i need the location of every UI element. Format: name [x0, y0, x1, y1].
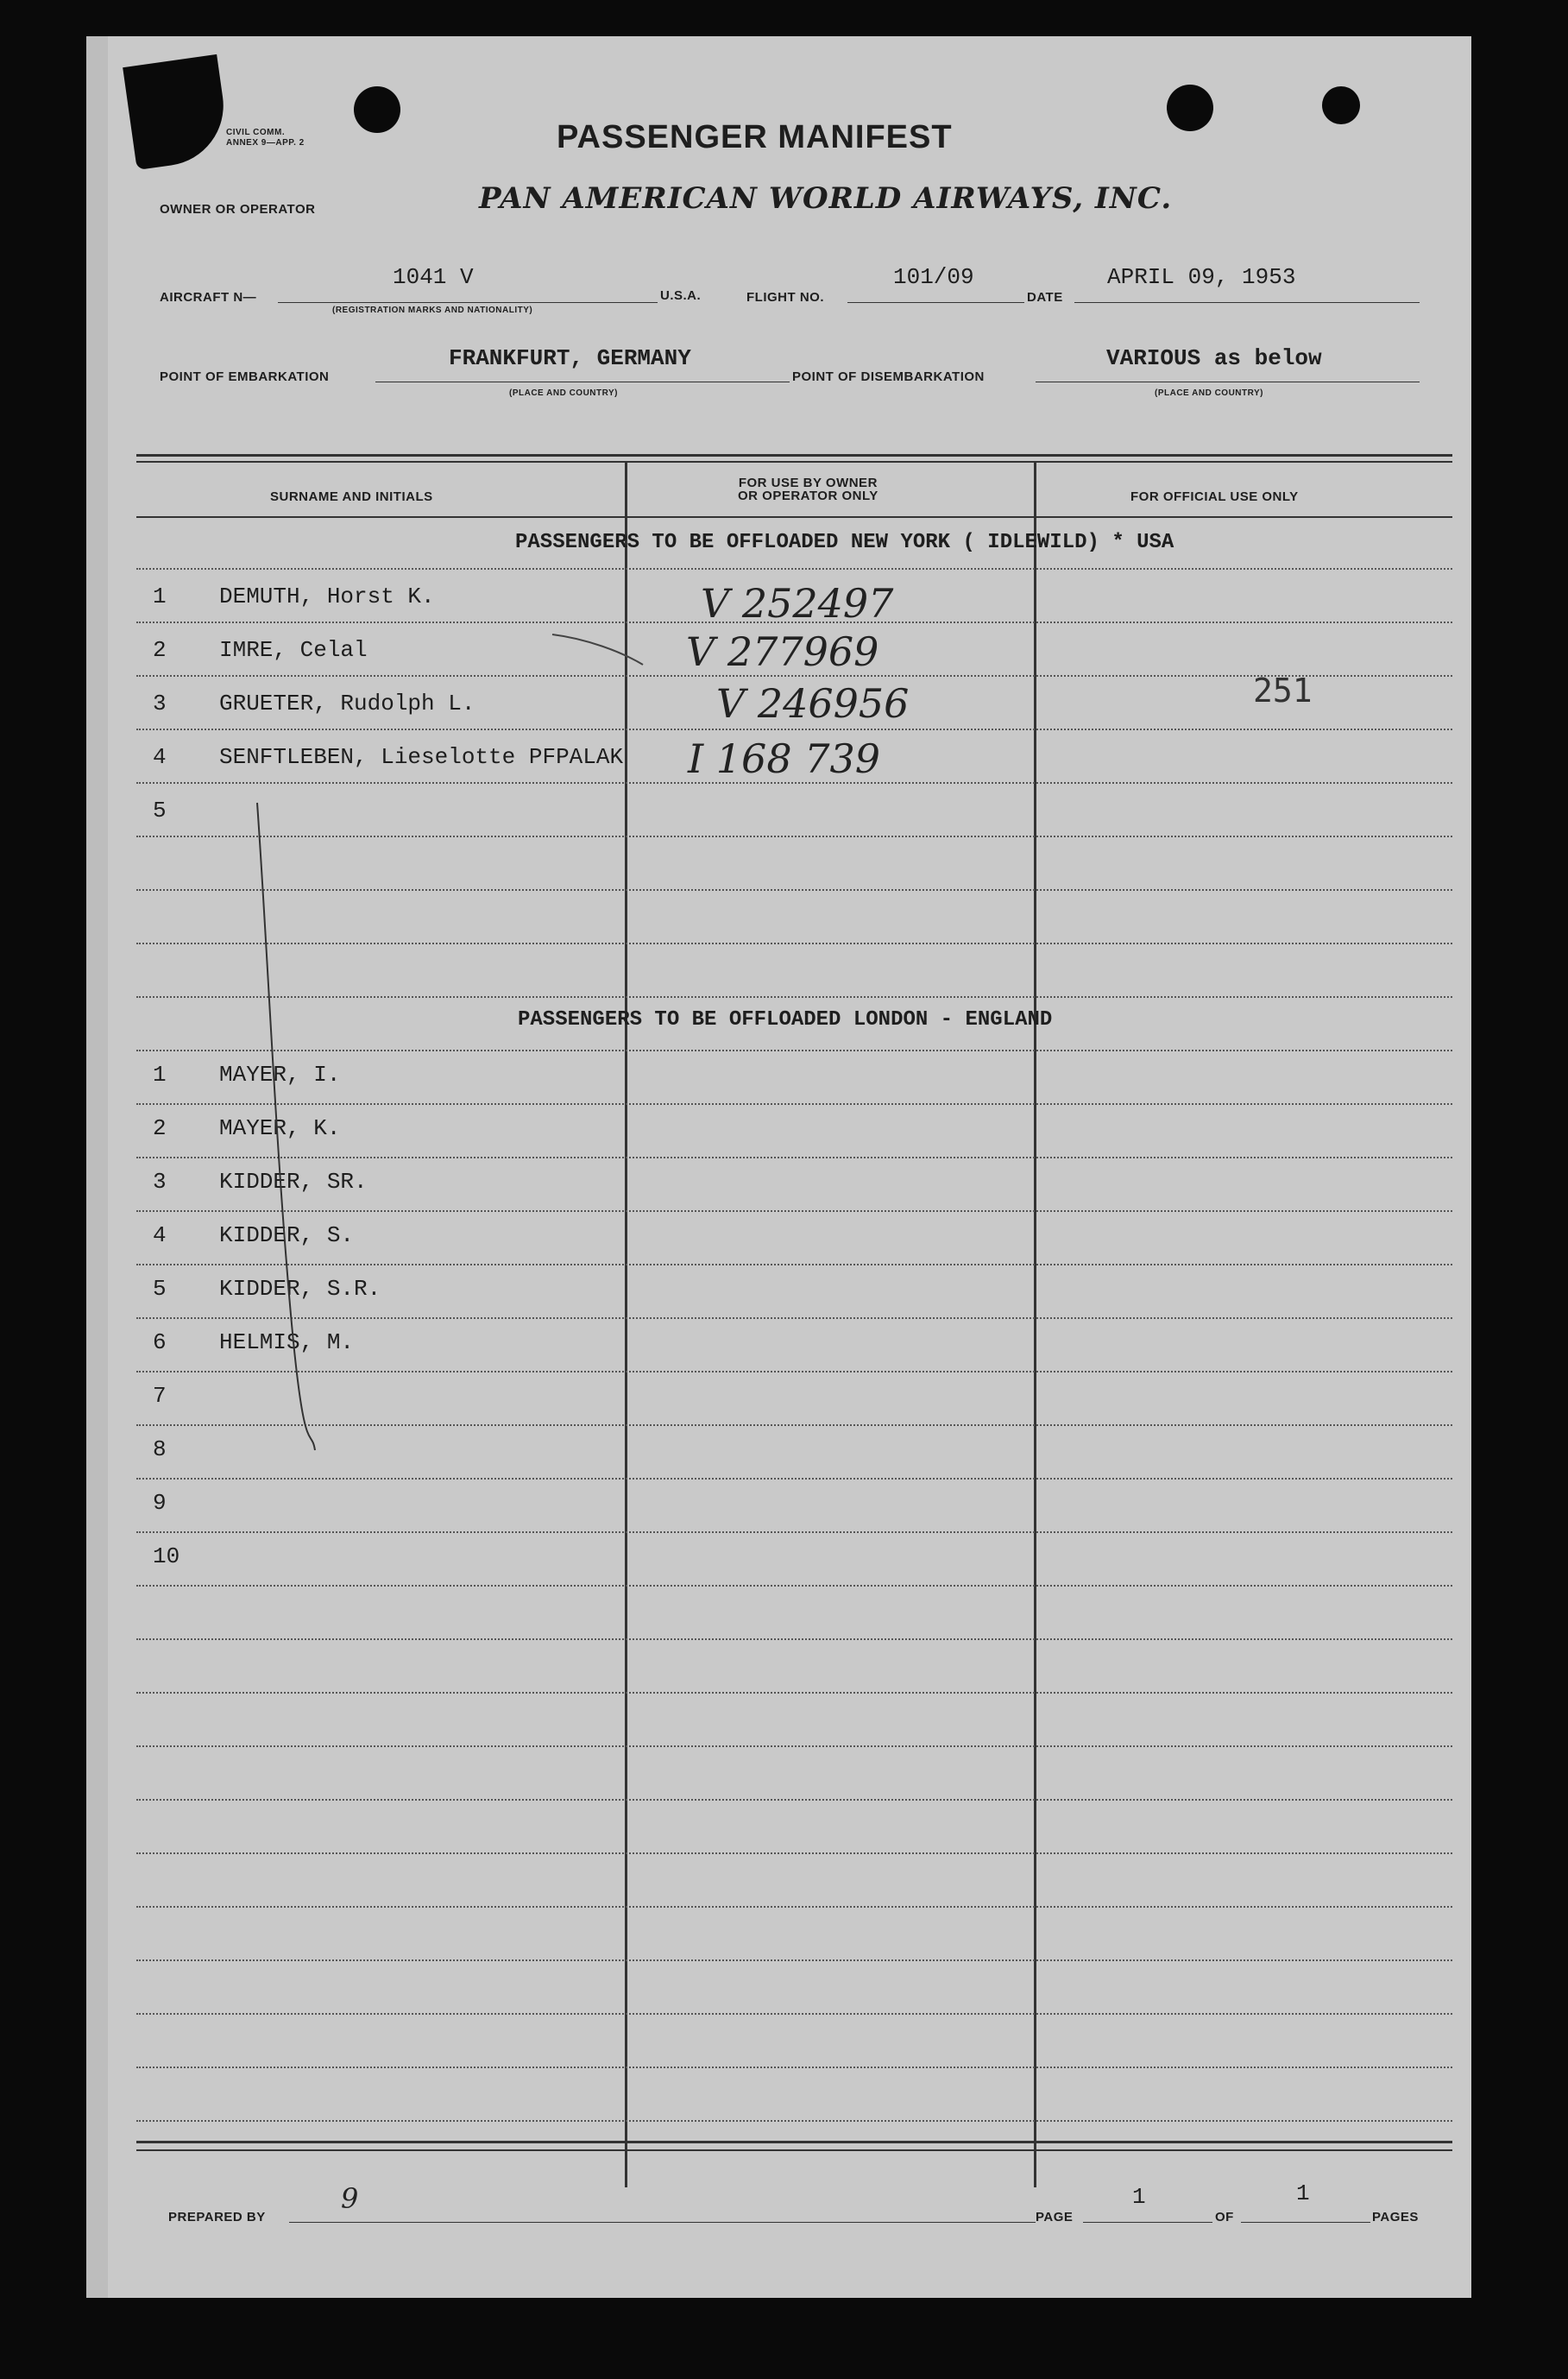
page-label: PAGE — [1036, 2210, 1074, 2224]
section-heading-new-york: PASSENGERS TO BE OFFLOADED NEW YORK ( IDLEWILD) * USA — [515, 531, 1174, 554]
place-caption-disembarkation: (PLACE AND COUNTRY) — [1155, 388, 1263, 398]
usa-label: U.S.A. — [660, 288, 702, 303]
passenger-name: IMRE, Celal — [219, 637, 368, 663]
date-value: APRIL 09, 1953 — [1107, 264, 1296, 290]
table-bottom-border — [136, 2141, 1452, 2143]
embarkation-value: FRANKFURT, GERMANY — [449, 345, 691, 371]
passport-note: V 246956 — [716, 680, 910, 727]
row-number: 2 — [153, 637, 167, 663]
registration-caption: (REGISTRATION MARKS AND NATIONALITY) — [332, 306, 533, 315]
airline-name: PAN AMERICAN WORLD AIRWAYS, INC. — [479, 181, 1173, 216]
aircraft-label: AIRCRAFT N— — [160, 290, 257, 305]
row-number: 1 — [153, 1062, 167, 1088]
date-label: DATE — [1027, 290, 1063, 305]
section-heading-london: PASSENGERS TO BE OFFLOADED LONDON - ENGLAND — [518, 1008, 1053, 1032]
page-line — [1083, 2222, 1212, 2223]
column-header-official: FOR OFFICIAL USE ONLY — [1130, 489, 1299, 504]
row-number: 2 — [153, 1115, 167, 1141]
passport-note: V 277969 — [686, 628, 879, 675]
row-number: 7 — [153, 1383, 167, 1409]
passport-note: V 252497 — [701, 580, 894, 627]
passenger-name: SENFTLEBEN, Lieselotte PFPALAK — [219, 744, 624, 770]
of-label: OF — [1215, 2210, 1234, 2224]
passenger-name: HELMIS, M. — [219, 1329, 355, 1355]
table-bottom-border-2 — [136, 2149, 1452, 2151]
passenger-name: MAYER, I. — [219, 1062, 341, 1088]
passenger-name: KIDDER, SR. — [219, 1169, 368, 1195]
owner-label: OWNER OR OPERATOR — [160, 202, 316, 217]
passenger-name: KIDDER, S.R. — [219, 1276, 381, 1302]
embarkation-label: POINT OF EMBARKATION — [160, 369, 330, 384]
pages-value: 1 — [1296, 2180, 1310, 2206]
passenger-name: DEMUTH, Horst K. — [219, 584, 435, 609]
passenger-name: GRUETER, Rudolph L. — [219, 691, 475, 716]
pages-label: PAGES — [1372, 2210, 1419, 2224]
row-number: 5 — [153, 1276, 167, 1302]
official-note: 251 — [1253, 672, 1313, 710]
passenger-name: MAYER, K. — [219, 1115, 341, 1141]
row-number: 5 — [153, 798, 167, 824]
prepared-by-value: 9 — [341, 2182, 359, 2215]
aircraft-value: 1041 V — [393, 264, 474, 290]
prepared-by-line — [289, 2222, 1036, 2223]
disembarkation-value: VARIOUS as below — [1106, 345, 1322, 371]
row-number: 9 — [153, 1490, 167, 1516]
row-number: 4 — [153, 1222, 167, 1248]
row-number: 6 — [153, 1329, 167, 1355]
page-title: PASSENGER MANIFEST — [557, 119, 953, 155]
row-number: 3 — [153, 691, 167, 716]
disembarkation-label: POINT OF DISEMBARKATION — [792, 369, 985, 384]
row-number: 10 — [153, 1543, 180, 1569]
passport-note: I 168 739 — [688, 735, 881, 782]
row-number: 3 — [153, 1169, 167, 1195]
of-line — [1241, 2222, 1370, 2223]
row-number: 4 — [153, 744, 167, 770]
place-caption-embarkation: (PLACE AND COUNTRY) — [509, 388, 618, 398]
row-number: 8 — [153, 1436, 167, 1462]
prepared-by-label: PREPARED BY — [168, 2210, 266, 2224]
page-value: 1 — [1132, 2184, 1146, 2210]
corner-form-reference: CIVIL COMM. ANNEX 9—APP. 2 — [226, 128, 305, 148]
flight-label: FLIGHT NO. — [746, 290, 824, 305]
column-header-owner-use: FOR USE BY OWNER OR OPERATOR ONLY — [738, 476, 878, 503]
passenger-name: KIDDER, S. — [219, 1222, 355, 1248]
column-header-surname: SURNAME AND INITIALS — [270, 489, 433, 504]
flight-value: 101/09 — [893, 264, 974, 290]
row-number: 1 — [153, 584, 167, 609]
